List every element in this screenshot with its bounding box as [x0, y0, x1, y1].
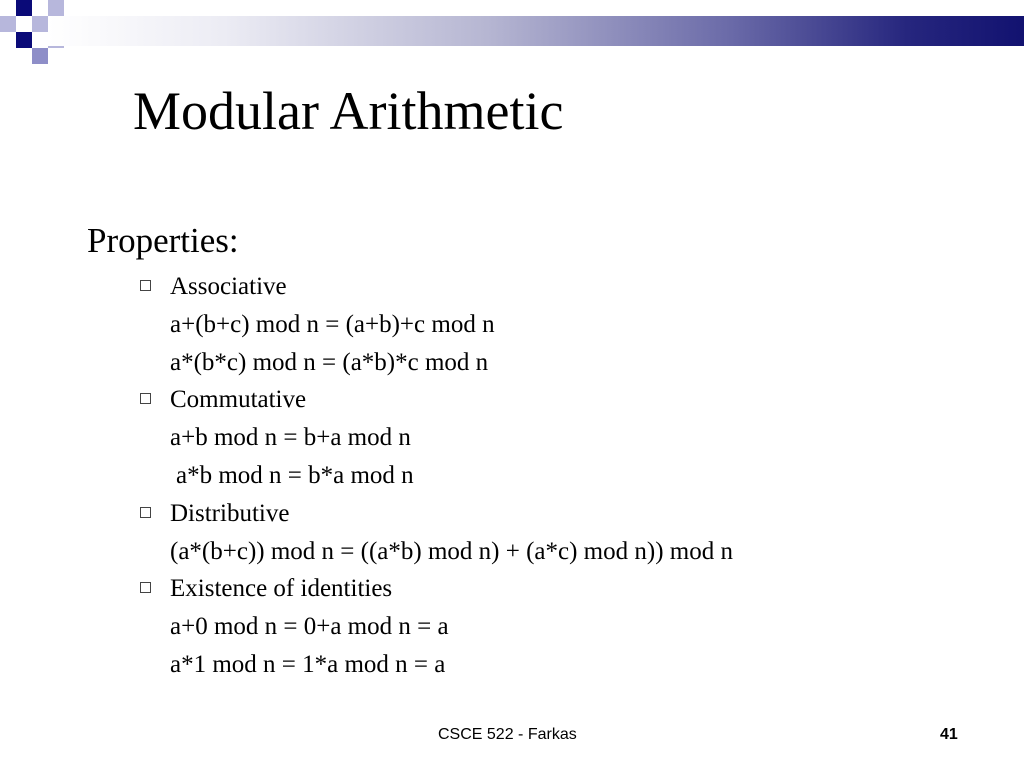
bullet-box-icon — [140, 393, 151, 404]
formula-text: a*(b*c) mod n = (a*b)*c mod n — [170, 348, 489, 376]
corner-square-decoration — [32, 16, 48, 32]
corner-square-decoration — [16, 32, 32, 48]
formula-text: (a*(b+c)) mod n = ((a*b) mod n) + (a*c) mod n)) mod n — [170, 537, 733, 565]
list-item — [87, 533, 987, 571]
list-item — [87, 495, 987, 533]
list-item — [87, 268, 987, 306]
bullet-box-icon — [140, 582, 151, 593]
bullet-box-icon — [140, 280, 151, 291]
formula-text: a+0 mod n = 0+a mod n = a — [170, 613, 449, 641]
list-item — [87, 608, 987, 646]
list-item — [87, 381, 987, 419]
corner-square-decoration — [16, 0, 32, 16]
formula-text: a*b mod n = b*a mod n — [176, 461, 414, 489]
list-item — [87, 306, 987, 344]
bullet-box-icon — [140, 507, 151, 518]
bullet-label: Associative — [170, 273, 287, 300]
bullet-label: Distributive — [170, 499, 290, 527]
list-item — [87, 344, 987, 382]
list-item — [87, 646, 987, 684]
slide-content — [87, 218, 987, 684]
section-heading: Properties: — [87, 221, 239, 260]
header-gradient-bar — [48, 16, 1024, 46]
corner-square-decoration — [48, 0, 64, 16]
corner-square-decoration — [32, 48, 48, 64]
list-item — [87, 457, 987, 495]
bullet-label: Commutative — [170, 386, 307, 414]
page-number: 41 — [940, 726, 958, 743]
list-item — [87, 419, 987, 457]
formula-text: a+(b+c) mod n = (a+b)+c mod n — [170, 310, 495, 338]
formula-text: a*1 mod n = 1*a mod n = a — [170, 650, 446, 678]
bullet-label: Existence of identities — [170, 575, 393, 603]
formula-text: a+b mod n = b+a mod n — [170, 424, 411, 452]
list-item — [87, 570, 987, 608]
corner-square-decoration — [0, 16, 16, 32]
slide-footer — [0, 724, 1024, 748]
property-list — [87, 268, 987, 684]
slide-title: Modular Arithmetic — [133, 81, 564, 141]
footer-course: CSCE 522 - Farkas — [438, 726, 577, 743]
